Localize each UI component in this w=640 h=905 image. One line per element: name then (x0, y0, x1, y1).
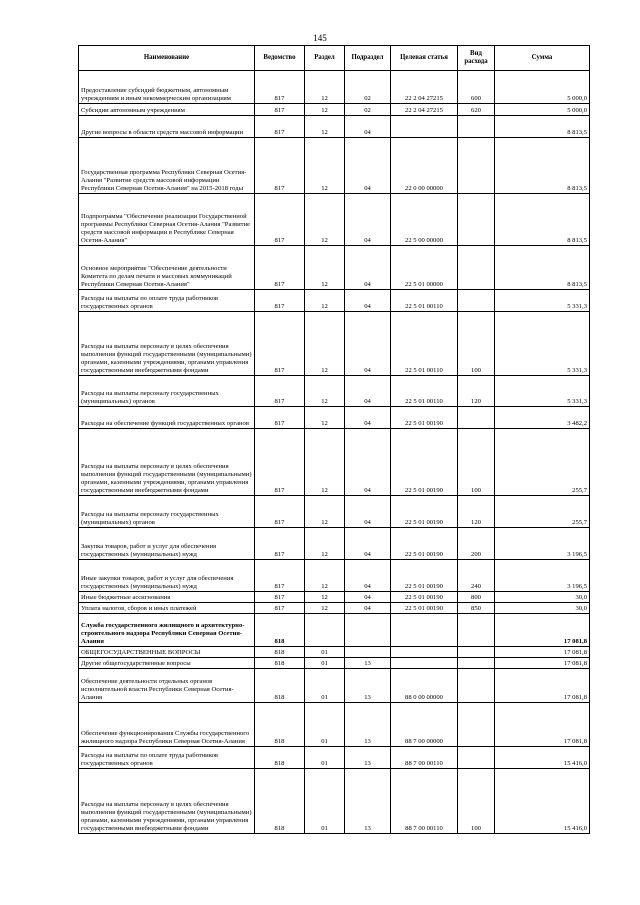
cell-vedomstvo: 818 (255, 614, 305, 647)
table-row (79, 104, 590, 116)
cell-podrazdel: 04 (345, 407, 391, 429)
table-header-row (79, 46, 590, 71)
cell-expense-type: 850 (458, 603, 495, 614)
cell-vedomstvo: 817 (255, 312, 305, 376)
table-row (79, 496, 590, 528)
header-vedomstvo: Ведомство (255, 46, 305, 71)
cell-target-article: 22 2 04 27215 (391, 71, 458, 104)
cell-target-article: 88 7 00 00110 (391, 747, 458, 769)
cell-target-article (391, 116, 458, 138)
cell-razdel: 12 (305, 429, 345, 496)
cell-razdel: 12 (305, 71, 345, 104)
cell-target-article: 22 5 00 00000 (391, 194, 458, 246)
cell-name: Обеспечение деятельности отдельных органов исполнительной власти Республики Северная Осетия-Алания (79, 669, 255, 703)
table-row (79, 116, 590, 138)
table-row (79, 138, 590, 194)
cell-sum: 15 416,0 (495, 747, 590, 769)
table-row (79, 703, 590, 747)
table-row (79, 312, 590, 376)
cell-razdel: 12 (305, 138, 345, 194)
cell-vedomstvo: 817 (255, 407, 305, 429)
cell-podrazdel: 04 (345, 528, 391, 560)
table-row (79, 71, 590, 104)
cell-podrazdel: 04 (345, 496, 391, 528)
table-row (79, 429, 590, 496)
cell-name: Закупка товаров, работ и услуг для обеспечения государственных (муниципальных) нужд (79, 528, 255, 560)
cell-name: Иные бюджетные ассигнования (79, 592, 255, 603)
cell-expense-type: 100 (458, 429, 495, 496)
header-name: Наименование (79, 46, 255, 71)
table-row (79, 669, 590, 703)
cell-expense-type (458, 614, 495, 647)
cell-sum: 5 331,3 (495, 312, 590, 376)
cell-name: Государственная программа Республики Северная Осетия-Алания "Развитие средств массовой информации Республики Северная Осетия-Алания" на 2015-2018 годы (79, 138, 255, 194)
cell-sum: 3 482,2 (495, 407, 590, 429)
cell-razdel: 01 (305, 669, 345, 703)
table-row (79, 769, 590, 834)
cell-target-article (391, 614, 458, 647)
cell-sum: 17 081,8 (495, 658, 590, 669)
cell-sum: 3 196,5 (495, 560, 590, 592)
cell-target-article: 22 5 01 00190 (391, 496, 458, 528)
cell-vedomstvo: 817 (255, 194, 305, 246)
cell-expense-type: 100 (458, 312, 495, 376)
cell-name: Расходы на выплаты персоналу государственных (муниципальных) органов (79, 376, 255, 407)
cell-vedomstvo: 817 (255, 246, 305, 290)
cell-razdel: 01 (305, 658, 345, 669)
cell-expense-type (458, 747, 495, 769)
cell-vedomstvo: 818 (255, 747, 305, 769)
cell-podrazdel: 02 (345, 104, 391, 116)
cell-sum: 5 000,0 (495, 104, 590, 116)
cell-podrazdel: 04 (345, 592, 391, 603)
cell-podrazdel: 04 (345, 194, 391, 246)
cell-expense-type: 120 (458, 376, 495, 407)
cell-vedomstvo: 818 (255, 647, 305, 658)
cell-name: Предоставление субсидий бюджетным, автономным учреждениям и иным некоммерческим организациям (79, 71, 255, 104)
cell-expense-type (458, 647, 495, 658)
table-row (79, 246, 590, 290)
cell-name: Обеспечение функционирования Службы государственного жилищного надзора Республики Северная Осетия-Алания (79, 703, 255, 747)
header-sum: Сумма (495, 46, 590, 71)
cell-vedomstvo: 817 (255, 560, 305, 592)
cell-target-article: 22 5 01 00110 (391, 312, 458, 376)
cell-name: Другие вопросы в области средств массовой информации (79, 116, 255, 138)
cell-sum: 8 813,5 (495, 194, 590, 246)
cell-target-article: 22 5 01 00190 (391, 560, 458, 592)
cell-name: Иные закупки товаров, работ и услуг для обеспечения государственных (муниципальных) нужд (79, 560, 255, 592)
cell-razdel: 01 (305, 703, 345, 747)
cell-vedomstvo: 818 (255, 769, 305, 834)
table-row (79, 407, 590, 429)
cell-expense-type (458, 658, 495, 669)
header-podrazdel: Подраздел (345, 46, 391, 71)
cell-name: Расходы на обеспечение функций государственных органов (79, 407, 255, 429)
table-row (79, 528, 590, 560)
table-row (79, 603, 590, 614)
cell-razdel: 12 (305, 194, 345, 246)
cell-razdel: 12 (305, 603, 345, 614)
cell-razdel: 12 (305, 104, 345, 116)
cell-sum: 15 416,0 (495, 769, 590, 834)
cell-name: Расходы на выплаты персоналу в целях обеспечения выполнения функций государственными (муниципальными) органами, казенными учреждениями, органами управления государственными внебюджетными фондами (79, 312, 255, 376)
cell-podrazdel: 04 (345, 560, 391, 592)
cell-podrazdel: 02 (345, 71, 391, 104)
cell-razdel: 12 (305, 407, 345, 429)
cell-name: Уплата налогов, сборов и иных платежей (79, 603, 255, 614)
table-row (79, 747, 590, 769)
cell-expense-type (458, 669, 495, 703)
cell-target-article: 88 7 00 00110 (391, 769, 458, 834)
cell-expense-type (458, 116, 495, 138)
cell-target-article (391, 647, 458, 658)
cell-vedomstvo: 818 (255, 669, 305, 703)
cell-razdel: 12 (305, 290, 345, 312)
cell-razdel: 01 (305, 769, 345, 834)
cell-target-article: 88 0 00 00000 (391, 669, 458, 703)
cell-expense-type: 240 (458, 560, 495, 592)
cell-sum: 30,0 (495, 603, 590, 614)
cell-razdel: 12 (305, 246, 345, 290)
cell-expense-type (458, 703, 495, 747)
cell-vedomstvo: 818 (255, 658, 305, 669)
table-row (79, 194, 590, 246)
cell-podrazdel: 04 (345, 429, 391, 496)
cell-podrazdel: 13 (345, 769, 391, 834)
cell-sum: 17 081,8 (495, 669, 590, 703)
table-row (79, 290, 590, 312)
cell-vedomstvo: 817 (255, 429, 305, 496)
cell-expense-type: 120 (458, 496, 495, 528)
cell-vedomstvo: 817 (255, 71, 305, 104)
cell-sum: 255,7 (495, 496, 590, 528)
cell-expense-type: 200 (458, 528, 495, 560)
header-razdel: Раздел (305, 46, 345, 71)
cell-vedomstvo: 817 (255, 496, 305, 528)
cell-podrazdel (345, 647, 391, 658)
cell-razdel: 12 (305, 116, 345, 138)
table-row (79, 592, 590, 603)
cell-target-article: 22 0 00 00000 (391, 138, 458, 194)
cell-target-article: 88 7 00 00000 (391, 703, 458, 747)
cell-sum: 30,0 (495, 592, 590, 603)
cell-name: ОБЩЕГОСУДАРСТВЕННЫЕ ВОПРОСЫ (79, 647, 255, 658)
cell-sum: 255,7 (495, 429, 590, 496)
cell-podrazdel: 04 (345, 312, 391, 376)
cell-target-article: 22 5 01 00190 (391, 528, 458, 560)
cell-vedomstvo: 817 (255, 116, 305, 138)
cell-razdel (305, 614, 345, 647)
cell-target-article (391, 658, 458, 669)
cell-vedomstvo: 817 (255, 376, 305, 407)
cell-vedomstvo: 817 (255, 104, 305, 116)
cell-target-article: 22 5 01 00190 (391, 603, 458, 614)
cell-sum: 5 331,3 (495, 290, 590, 312)
cell-name: Служба государственного жилищного и архитектурно-строительного надзора Республики Северная Осетия-Алания (79, 614, 255, 647)
cell-sum: 17 081,8 (495, 703, 590, 747)
budget-table (78, 45, 590, 834)
table-row (79, 647, 590, 658)
cell-target-article: 22 5 01 00190 (391, 592, 458, 603)
header-expense-type: Вид расхода (458, 46, 495, 71)
cell-sum: 8 813,5 (495, 246, 590, 290)
cell-razdel: 01 (305, 747, 345, 769)
cell-expense-type (458, 138, 495, 194)
cell-sum: 3 196,5 (495, 528, 590, 560)
cell-razdel: 12 (305, 528, 345, 560)
cell-podrazdel: 04 (345, 376, 391, 407)
cell-podrazdel: 13 (345, 669, 391, 703)
header-target-article: Целевая статья (391, 46, 458, 71)
cell-target-article: 22 5 01 00000 (391, 246, 458, 290)
cell-razdel: 12 (305, 496, 345, 528)
cell-razdel: 01 (305, 647, 345, 658)
cell-podrazdel (345, 614, 391, 647)
cell-name: Расходы на выплаты по оплате труда работников государственных органов (79, 747, 255, 769)
cell-podrazdel: 04 (345, 290, 391, 312)
cell-sum: 5 000,0 (495, 71, 590, 104)
page-number: 145 (313, 33, 327, 43)
cell-name: Расходы на выплаты персоналу государственных (муниципальных) органов (79, 496, 255, 528)
cell-name: Субсидии автономным учреждениям (79, 104, 255, 116)
cell-target-article: 22 5 01 00110 (391, 290, 458, 312)
cell-expense-type: 100 (458, 769, 495, 834)
cell-expense-type (458, 194, 495, 246)
cell-expense-type: 800 (458, 592, 495, 603)
cell-sum: 8 813,5 (495, 138, 590, 194)
cell-name: Подпрограмма "Обеспечение реализации Государственной программы Республики Северная Осетия-Алания "Развитие средств массовой информации в Республике Северная Осетия-Алания" (79, 194, 255, 246)
table-row (79, 560, 590, 592)
cell-expense-type: 600 (458, 71, 495, 104)
cell-vedomstvo: 818 (255, 703, 305, 747)
cell-name: Основное мероприятие "Обеспечение деятельности Комитета по делам печати и массовых коммуникаций Республики Северная Осетия-Алания" (79, 246, 255, 290)
cell-expense-type (458, 407, 495, 429)
cell-expense-type (458, 290, 495, 312)
cell-name: Расходы на выплаты по оплате труда работников государственных органов (79, 290, 255, 312)
cell-vedomstvo: 817 (255, 603, 305, 614)
cell-podrazdel: 13 (345, 703, 391, 747)
cell-podrazdel: 13 (345, 747, 391, 769)
cell-target-article: 22 5 01 00190 (391, 429, 458, 496)
table-row (79, 658, 590, 669)
cell-vedomstvo: 817 (255, 138, 305, 194)
cell-podrazdel: 13 (345, 658, 391, 669)
table-row (79, 614, 590, 647)
cell-target-article: 22 5 01 00190 (391, 407, 458, 429)
cell-sum: 17 081,8 (495, 647, 590, 658)
cell-name: Расходы на выплаты персоналу в целях обеспечения выполнения функций государственными (муниципальными) органами, казенными учреждениями, органами управления государственными внебюджетными фондами (79, 769, 255, 834)
cell-sum: 17 081,8 (495, 614, 590, 647)
cell-vedomstvo: 817 (255, 592, 305, 603)
cell-target-article: 22 5 01 00110 (391, 376, 458, 407)
cell-expense-type: 620 (458, 104, 495, 116)
cell-razdel: 12 (305, 312, 345, 376)
table-row (79, 376, 590, 407)
cell-razdel: 12 (305, 376, 345, 407)
cell-podrazdel: 04 (345, 603, 391, 614)
cell-podrazdel: 04 (345, 138, 391, 194)
cell-podrazdel: 04 (345, 116, 391, 138)
cell-vedomstvo: 817 (255, 528, 305, 560)
cell-vedomstvo: 817 (255, 290, 305, 312)
cell-expense-type (458, 246, 495, 290)
cell-name: Расходы на выплаты персоналу в целях обеспечения выполнения функций государственными (муниципальными) органами, казенными учреждениями, органами управления государственными внебюджетными фондами (79, 429, 255, 496)
cell-name: Другие общегосударственные вопросы (79, 658, 255, 669)
cell-podrazdel: 04 (345, 246, 391, 290)
cell-sum: 8 813,5 (495, 116, 590, 138)
cell-target-article: 22 2 04 27215 (391, 104, 458, 116)
cell-sum: 5 331,3 (495, 376, 590, 407)
cell-razdel: 12 (305, 592, 345, 603)
cell-razdel: 12 (305, 560, 345, 592)
